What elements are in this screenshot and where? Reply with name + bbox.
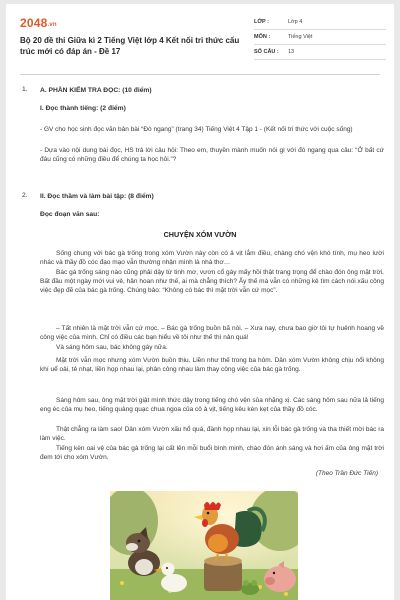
header-divider bbox=[20, 74, 380, 75]
story-author: (Theo Trần Đức Tiến) bbox=[315, 470, 378, 477]
story-paragraph: Thật chẳng ra làm sao! Dân xóm Vườn xấu hổ quá, đành họp nhau lại, xin lỗi bác gà trống và tha thiết mời bác ra làm việc. bbox=[40, 426, 384, 443]
story-paragraph: Bác gà trống sáng nào cũng phải dậy từ tinh mơ, vươn cổ gáy mấy hồi thật trang trọng để chào đón ông mặt trời. Bất đầu một ngày mới vui vẻ, hân hoan như thế, ai mà chẳng thích? Ấy thế mà vẫn có những kẻ tìm cách nói xấu công việc đẹp đẽ của bác gà trống. Chúng bảo: “Không có bác thì mặt trời vẫn cứ mọc”. bbox=[40, 269, 384, 295]
farm-animals-illustration bbox=[110, 491, 298, 600]
meta-row-class bbox=[254, 14, 386, 30]
stump bbox=[204, 556, 242, 591]
meta-label: LỚP : bbox=[254, 18, 269, 25]
logo-suffix: .vn bbox=[47, 22, 57, 28]
meta-table bbox=[254, 14, 386, 60]
subsection-title: I. Đọc thành tiếng: (2 điểm) bbox=[40, 105, 126, 112]
subsection-title: Đọc đoạn văn sau: bbox=[40, 211, 100, 218]
instruction-line: - GV cho học sinh đọc văn bản bài “Đò ngang” (trang 34) Tiếng Việt 4 Tập 1 - (Kết nối tri thức với cuộc sống) bbox=[40, 126, 353, 133]
document-page bbox=[6, 4, 394, 600]
logo-text: 2048 bbox=[20, 16, 48, 30]
meta-value: Lớp 4 bbox=[288, 18, 303, 25]
instruction-line: - Dựa vào nội dung bài đọc, HS trả lời câu hỏi: Theo em, thuyền mành muốn nói gì với đò ngang qua câu: “Ở bất cứ đâu cũng có những điều để chúng ta học hỏi.”? bbox=[40, 147, 384, 164]
meta-label: SỐ CÂU : bbox=[254, 49, 279, 55]
document-title: Bộ 20 đề thi Giữa kì 2 Tiếng Việt lớp 4 Kết nối tri thức cấu trúc mới có đáp án - Đề 17 bbox=[20, 36, 240, 56]
story-paragraph: Và sáng hôm sau, bác không gáy nữa. bbox=[56, 344, 168, 351]
story-paragraph: Sống chung với bác gà trống trong xóm Vườn này còn có ả vịt lắm điều, chàng chó vện khó tính, mụ heo lười nhác và thầy đồ cóc đạo mạo vẫn thường nhận mình là nhà thơ… bbox=[40, 250, 384, 267]
story-paragraph: Tiếng kèn oai vệ của bác gà trống lại cất lên mỗi buổi bình minh, chào đón ánh sáng và hơi ấm của ông mặt trời đem tới cho xóm Vườn. bbox=[40, 445, 384, 462]
site-logo[interactable] bbox=[20, 16, 57, 30]
meta-value: 13 bbox=[288, 49, 295, 55]
section-title: A. PHẦN KIỂM TRA ĐỌC: (10 điểm) bbox=[40, 87, 152, 94]
section-title: II. Đọc thầm và làm bài tập: (8 điểm) bbox=[40, 193, 154, 200]
story-paragraph: Mặt trời vẫn mọc nhưng xóm Vườn buồn thiu. Liền như thế trong ba hôm. Dân xóm Vườn không chịu nổi không khí uể oải, tẻ nhạt, liền họp nhau lại, phân công nhau làm thay công việc của bác gà trống. bbox=[40, 357, 384, 374]
section-number: 2. bbox=[22, 192, 28, 199]
meta-row-subject bbox=[254, 30, 386, 45]
meta-label: MÔN : bbox=[254, 34, 271, 40]
meta-row-question-count bbox=[254, 45, 386, 60]
story-paragraph: – Tất nhiên là mặt trời vẫn cứ mọc. – Bác gà trống buồn bã nói. – Xưa nay, chưa bao giờ tôi tự huênh hoang về công việc của mình. Chỉ có điều các bạn hiểu về tôi như thế thì nản quá! bbox=[40, 325, 384, 342]
story-illustration bbox=[110, 491, 298, 600]
story-paragraph: Sáng hôm sau, ông mặt trời giật mình thức dậy trong tiếng chó vện sủa nhặng xị. Các sáng hôm sau nữa lả tiếng eng éc của mụ heo, tiếng quàng quạc chua ngoa của cô ả vịt, tiếng kêu kèn kẹt của thầy đồ cóc. bbox=[40, 397, 384, 414]
meta-value: Tiếng Việt bbox=[288, 34, 313, 40]
document-header bbox=[6, 4, 394, 68]
section-number: 1. bbox=[22, 86, 28, 93]
story-title: CHUYỆN XÓM VƯỜN bbox=[163, 230, 237, 239]
